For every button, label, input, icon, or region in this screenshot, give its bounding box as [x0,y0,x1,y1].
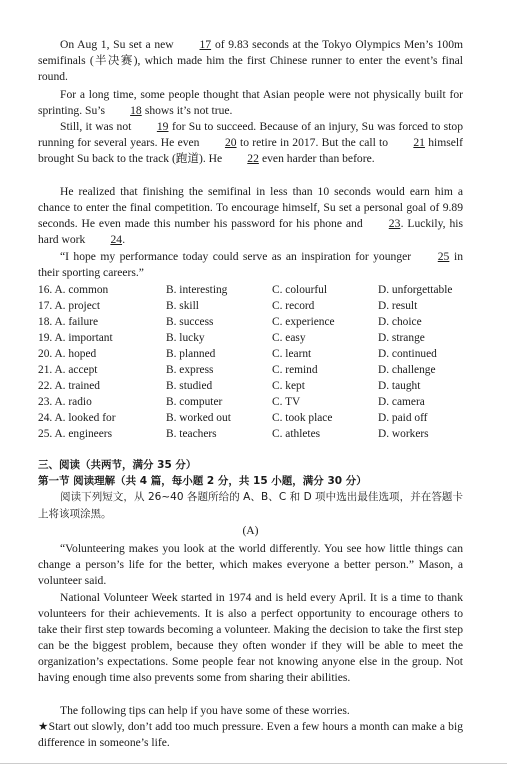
option-row [38,362,468,378]
option-b: B. studied [166,380,213,392]
option-a: 22. A. trained [38,380,101,392]
option-d: D. paid off [378,412,428,424]
blank-24: 24 [110,233,123,246]
option-d: D. strange [378,332,425,344]
text: of 9.83 seconds at the Tokyo Olympics Men’s 100m semifinals (半决赛), which made him the first Chinese runner to enter the event’s final round. [38,38,464,83]
option-a: 16. A. common [38,284,109,296]
option-d: D. continued [378,348,437,360]
blank-22: 22 [247,152,259,165]
option-d: D. result [378,300,418,312]
text: in their sporting careers.” [38,250,463,279]
passage-paragraph-1: “Volunteering makes you look at the world differently. You see how little things can change a person’s life for the better, which makes everyone a better person.” Mason, a volunteer said. [38,542,463,587]
text: On Aug 1, Su set a new [60,38,174,51]
option-a: 17. A. project [38,300,101,312]
cloze-paragraph-3 [38,119,463,167]
option-c: C. TV [272,396,301,408]
text: himself brought Su back to the track (跑道). He [38,136,463,165]
text: shows it’s not true. [144,104,233,117]
option-b: B. teachers [166,428,217,440]
cloze-paragraph-4 [38,184,463,248]
blank-21: 21 [413,136,425,149]
section-heading: 三、阅读（共两节，满分 35 分） [38,459,197,471]
option-d: D. unforgettable [378,284,453,296]
option-b: B. worked out [166,412,231,424]
option-d: D. workers [378,428,429,440]
option-d: D. taught [378,380,421,392]
option-a: 20. A. hoped [38,348,97,360]
section-instruction: 阅读下列短文，从 26~40 各题所给的 A、B、C 和 D 项中选出最佳选项，并在答题卡上将该项涂黑。 [38,491,463,520]
option-row [38,330,468,346]
passage-paragraph-3: The following tips can help if you have some of these worries. [60,704,350,717]
option-b: B. skill [166,300,199,312]
option-d: D. challenge [378,364,436,376]
cloze-paragraph-5 [38,249,463,281]
option-b: B. lucky [166,332,205,344]
text: . [122,233,126,246]
blank-19: 19 [156,120,169,133]
option-row [38,298,468,314]
text: Still, it was not [60,120,132,133]
option-a: 21. A. accept [38,364,98,376]
option-c: C. easy [272,332,306,344]
options-table [38,282,468,442]
option-d: D. choice [378,316,422,328]
text: . Luckily, his hard work [38,217,464,246]
option-b: B. success [166,316,214,328]
section-subheading: 第一节 阅读理解（共 4 篇，每小题 2 分，共 15 小题，满分 30 分） [38,475,367,487]
option-row [38,314,468,330]
page-bottom-divider [0,763,507,764]
blank-25: 25 [437,250,450,263]
blank-17: 17 [199,38,212,51]
option-c: C. record [272,300,315,312]
cloze-paragraph-1 [38,37,463,85]
text: “I hope my performance today could serve as an inspiration for younger [60,250,412,263]
text: for Su to succeed. Because of an injury, Su was forced to stop running for several years. He even [38,120,464,149]
option-c: C. kept [272,380,305,392]
text: He realized that finishing the semifinal in less than 10 seconds would earn him a chance to enter the final competition. To encourage himself, Su set a personal goal of 9.89 seconds. He even made this number his password for his phone and [38,185,463,230]
option-c: C. took place [272,412,333,424]
option-row [38,346,468,362]
option-c: C. athletes [272,428,321,440]
option-row [38,394,468,410]
passage-paragraph-4: ★Start out slowly, don’t add too much pressure. Even a few hours a month can make a big difference in someone’s life. [38,720,463,749]
option-a: 25. A. engineers [38,428,113,440]
text: to retire in 2017. But the call to [240,136,389,149]
option-b: B. interesting [166,284,228,296]
option-row [38,378,468,394]
blank-23: 23 [388,217,401,230]
blank-20: 20 [224,136,237,149]
option-b: B. computer [166,396,223,408]
option-row [38,410,468,426]
text: even harder than before. [261,152,375,165]
option-a: 19. A. important [38,332,113,344]
cloze-paragraph-2 [38,87,463,119]
option-b: B. express [166,364,214,376]
blank-18: 18 [130,104,142,117]
option-c: C. remind [272,364,318,376]
passage-paragraph-2: National Volunteer Week started in 1974 and is held every April. It is a time to thank volunteers for their achievements. It is also a perfect opportunity to encourage others to take their first step towards becoming a volunteer. Making the decision to take the first step can be the biggest problem, because they often wonder if they will be able to meet the organization’s expectations. Some people fear not knowing anyone else in the group. Not having enough time also prevents some from sharing their abilities. [38,591,463,684]
passage-label: (A) [242,524,259,537]
option-a: 24. A. looked for [38,412,116,424]
option-c: C. experience [272,316,335,328]
option-row [38,426,468,442]
option-b: B. planned [166,348,216,360]
option-c: C. colourful [272,284,328,296]
option-c: C. learnt [272,348,312,360]
option-a: 18. A. failure [38,316,99,328]
text: For a long time, some people thought that Asian people were not physically built for sprinting. Su’s [38,88,463,117]
option-a: 23. A. radio [38,396,92,408]
option-d: D. camera [378,396,425,408]
option-row [38,282,468,298]
